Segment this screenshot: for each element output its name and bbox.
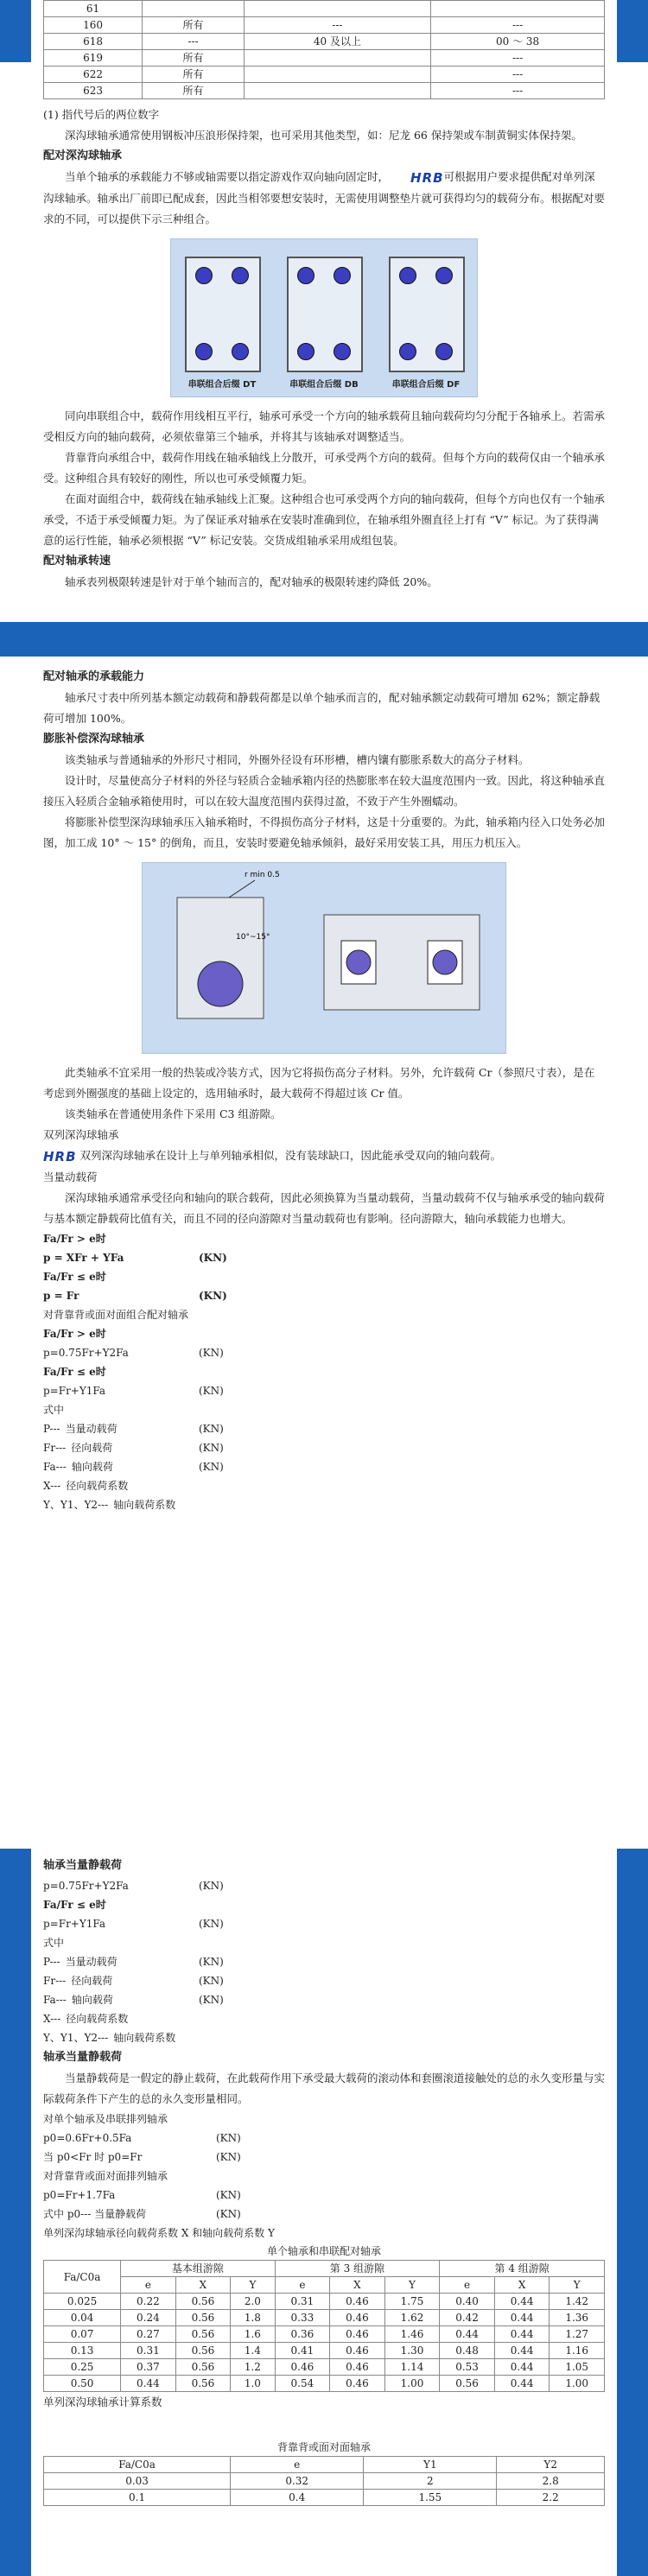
heading-static: 轴承当量静载荷 bbox=[43, 2051, 123, 2064]
mid-blue-band bbox=[0, 622, 648, 657]
hrb-logo: HRB bbox=[410, 169, 444, 186]
table-cell: 1.00 bbox=[550, 2376, 605, 2392]
bearing-db-drawing bbox=[287, 257, 363, 372]
note-two-digits: (1) 指代号后的两位数字 bbox=[43, 108, 160, 121]
table-cell: 所有 bbox=[143, 67, 245, 83]
para-expansion-1: 该类轴承与普通轴承的外形尺寸相同，外圈外径设有环形槽，槽内镶有膨胀系数大的高分子材料。 bbox=[65, 753, 530, 766]
para-speed: 轴承表列极限转速是针对于单个轴而言的，配对轴承的极限转速约降低 20%。 bbox=[65, 574, 438, 588]
header-sub: e bbox=[121, 2277, 176, 2294]
table-cell: 0.53 bbox=[440, 2359, 495, 2376]
heading-expansion: 膨胀补偿深沟球轴承 bbox=[43, 733, 145, 746]
static-eq-2: p=Fr+Y1Fa (KN) bbox=[43, 1918, 224, 1930]
table-cell: 0.33 bbox=[275, 2310, 330, 2326]
header-cell: Y1 bbox=[364, 2457, 497, 2473]
table-cell: 1.14 bbox=[384, 2359, 440, 2376]
para-expansion-3: 将膨胀补偿型深沟球轴承压入轴承箱时，不得损伤高分子材料，这是十分重要的。为此，轴承箱内径入口处务必加图，加工成 10° ～ 15° 的倒角，而且，安装时要避免轴承倾斜，最好采用安装工具，用压力机压入。 bbox=[43, 815, 606, 849]
table-row bbox=[44, 1, 605, 17]
table-cell: 1.42 bbox=[550, 2294, 605, 2310]
table-cell: 2.0 bbox=[231, 2294, 275, 2310]
static-lines bbox=[43, 2110, 605, 2243]
table-cell: 40 及以上 bbox=[244, 34, 430, 50]
table-cell: 0.56 bbox=[175, 2326, 231, 2343]
heading-static-eq: 轴承当量静载荷 bbox=[43, 1859, 123, 1872]
table-cell bbox=[244, 67, 430, 83]
legend-row: Fr--- 径向载荷 (KN) bbox=[43, 1441, 224, 1454]
table-cell bbox=[244, 50, 430, 67]
table-cell bbox=[143, 1, 245, 17]
table-row bbox=[44, 2359, 605, 2376]
table-cell: 0.1 bbox=[44, 2490, 231, 2506]
table-cell: 00 ～ 38 bbox=[431, 34, 605, 50]
table-cell: --- bbox=[244, 17, 430, 34]
table-header-row bbox=[44, 2277, 605, 2294]
table-cell: 1.27 bbox=[550, 2326, 605, 2343]
heading-capacity: 配对轴承的承载能力 bbox=[43, 670, 145, 683]
header-sub: X bbox=[494, 2277, 550, 2294]
para-equivalent: 深沟球轴承通常承受径向和轴向的联合载荷，因此必须换算为当量动载荷，当量动载荷不仅与轴承承受的轴向载荷与基本额定静载荷比值有关，而且不同的径向游隙对当量动载荷也有影响。径向游隙大，轴向承载能力也增大。 bbox=[43, 1190, 606, 1225]
table-cell: 0.44 bbox=[494, 2326, 550, 2343]
table-cell: 0.42 bbox=[440, 2310, 495, 2326]
heading-double-row: 双列深沟球轴承 bbox=[43, 1128, 119, 1141]
table-cell: 0.46 bbox=[330, 2359, 385, 2376]
table-cell: 0.04 bbox=[44, 2310, 121, 2326]
table-cell: 1.05 bbox=[550, 2359, 605, 2376]
table-cell: 1.46 bbox=[384, 2326, 440, 2343]
note-calc: 单列深沟球轴承计算系数 bbox=[43, 2395, 162, 2408]
header-group: 第 4 组游隙 bbox=[440, 2261, 605, 2277]
header-sub: e bbox=[440, 2277, 495, 2294]
legend-static bbox=[43, 1933, 605, 2047]
caption-dt: 串联组合后缀 DT bbox=[187, 379, 257, 390]
table-cell: 0.44 bbox=[121, 2376, 176, 2392]
legend-row: P--- 当量动载荷 (KN) bbox=[43, 1422, 224, 1435]
table-cell: 1.36 bbox=[550, 2310, 605, 2326]
header-cell: Fa/C0a bbox=[44, 2457, 231, 2473]
table-row bbox=[44, 2343, 605, 2359]
caption-db: 串联组合后缀 DB bbox=[289, 379, 359, 390]
table-cell: 2 bbox=[364, 2473, 497, 2490]
table-cell: 0.24 bbox=[121, 2310, 176, 2326]
table-row bbox=[44, 2294, 605, 2310]
table-cell: 622 bbox=[44, 67, 143, 83]
table-cell: --- bbox=[143, 34, 245, 50]
bearing-df-drawing bbox=[389, 257, 465, 372]
table-cell: 0.46 bbox=[330, 2326, 385, 2343]
table2-title: 单个轴承和串联配对轴承 bbox=[266, 2245, 381, 2257]
header-sub: X bbox=[175, 2277, 231, 2294]
table-cell: 1.0 bbox=[231, 2376, 275, 2392]
static-cond: Fa/Fr ≤ e时 bbox=[43, 1899, 106, 1911]
header-cell: e bbox=[231, 2457, 364, 2473]
legend-row: Fr--- 径向载荷 (KN) bbox=[43, 1975, 224, 1987]
legend-row: 式中 bbox=[43, 1937, 65, 1949]
legend-row: Fa--- 轴向载荷 (KN) bbox=[43, 1460, 224, 1473]
para-expansion-2: 设计时，尽量使高分子材料的外径与轻质合金轴承箱内径的热膨胀率在较大温度范围内一致。因此，将这种轴承直接压入轻质合金轴承箱使用时，可以在较大温度范围内获得过盈，不致于产生外圈蠕动。 bbox=[43, 774, 606, 808]
table-cell: 1.8 bbox=[231, 2310, 275, 2326]
static-line: 式中 p0--- 当量静载荷 (KN) bbox=[43, 2208, 241, 2220]
static-line: p0=0.6Fr+0.5Fa (KN) bbox=[43, 2132, 241, 2144]
para-back-to-back: 背靠背向承组合中，载荷作用线在轴承轴线上分散开，可承受两个方向的载荷。但每个方向的载荷仅由一个轴承承受。这种组合具有较好的刚性，所以也可承受倾覆力矩。 bbox=[43, 450, 606, 485]
table-row bbox=[44, 17, 605, 34]
table-cell bbox=[244, 83, 430, 99]
pair-factor-table bbox=[43, 2456, 605, 2506]
table-row bbox=[44, 2310, 605, 2326]
table-cell: 0.44 bbox=[494, 2343, 550, 2359]
table-cell bbox=[244, 1, 430, 17]
table-cell: --- bbox=[431, 83, 605, 99]
table-cell: 1.00 bbox=[384, 2376, 440, 2392]
table-cell: 0.46 bbox=[275, 2359, 330, 2376]
table-cell: 0.22 bbox=[121, 2294, 176, 2310]
table-row bbox=[44, 2376, 605, 2392]
legend-row: P--- 当量动载荷 (KN) bbox=[43, 1956, 224, 1968]
table-cell: 0.13 bbox=[44, 2343, 121, 2359]
table-cell: 1.62 bbox=[384, 2310, 440, 2326]
pair-eq-1: p=0.75Fr+Y2Fa (KN) bbox=[43, 1346, 224, 1359]
table-header-row bbox=[44, 2261, 605, 2277]
table-cell: 0.27 bbox=[121, 2326, 176, 2343]
table-cell: 2.8 bbox=[497, 2473, 605, 2490]
table-row bbox=[44, 2473, 605, 2490]
para-tandem: 同向串联组合中，载荷作用线相互平行，轴承可承受一个方向的轴承载荷且轴向载荷均匀分配于各轴承上。若需承受相反方向的轴向载荷，必须依靠第三个轴承，并将其与该轴承对调整适当。 bbox=[43, 409, 606, 443]
mounting-drawing bbox=[143, 863, 505, 1053]
table-cell: 0.54 bbox=[275, 2376, 330, 2392]
static-line: 当 p0<Fr 时 p0=Fr (KN) bbox=[43, 2151, 241, 2163]
table-row bbox=[44, 83, 605, 99]
table-cell: 0.41 bbox=[275, 2343, 330, 2359]
table-cell: 623 bbox=[44, 83, 143, 99]
table-cell: 1.30 bbox=[384, 2343, 440, 2359]
header-group: 第 3 组游隙 bbox=[275, 2261, 440, 2277]
para-expansion-5: 该类轴承在普通使用条件下采用 C3 组游隙。 bbox=[65, 1107, 282, 1120]
top-table bbox=[43, 0, 605, 99]
para-paired: 当单个轴承的承载能力不够或轴需要以指定游戏作双向轴向固定时， HRB可根据用户要求提供配对单列深沟球轴承。轴承出厂前即已配成套，因此当相邻要想安装时，无需使用调整垫片就可获得均匀的载荷分布。根据配对要求的不同，可以提供下示三种组合。 bbox=[43, 167, 605, 230]
table-cell: 0.46 bbox=[330, 2376, 385, 2392]
bearing-dt-drawing bbox=[185, 257, 261, 372]
table-cell: 0.48 bbox=[440, 2343, 495, 2359]
static-line: 对单个轴承及串联排列轴承 bbox=[43, 2113, 168, 2125]
formula-cond-1: Fa/Fr > e时 bbox=[43, 1232, 106, 1245]
formula-cond-2: Fa/Fr ≤ e时 bbox=[43, 1270, 106, 1283]
table-cell: 0.37 bbox=[121, 2359, 176, 2376]
table-cell: 所有 bbox=[143, 83, 245, 99]
table-cell: 1.55 bbox=[364, 2490, 497, 2506]
table-cell: 0.44 bbox=[494, 2376, 550, 2392]
back-to-back-label: 对背靠背或面对面组合配对轴承 bbox=[43, 1308, 189, 1321]
table-cell: 0.44 bbox=[494, 2294, 550, 2310]
para-static: 当量静载荷是一假定的静止载荷，在此载荷作用下承受最大载荷的滚动体和套圈滚道接触处的总的永久变形量与实际载荷条件下产生的总的永久变形量相同。 bbox=[43, 2072, 606, 2105]
table-cell: 0.32 bbox=[231, 2473, 364, 2490]
table-cell: 160 bbox=[44, 17, 143, 34]
para-face-to-face: 在面对面组合中，载荷线在轴承轴线上汇聚。这种组合也可承受两个方向的轴向载荷，但每个方向也仅有一个轴承承受，不适于承受倾覆力矩。为了保证承对轴承在安装时准确到位，在轴承组外圈直径上打有 “V” 标记。为了获得满意的运行性能，轴承必须根据 “V” 标记安装。交货成组轴承采用成组包装。 bbox=[43, 492, 606, 547]
header-cell: Y2 bbox=[497, 2457, 605, 2473]
legend-dynamic bbox=[43, 1400, 605, 1514]
formula-eq-1: p = XFr + YFa (KN) bbox=[43, 1251, 227, 1264]
table-cell: 0.07 bbox=[44, 2326, 121, 2343]
table-row bbox=[44, 50, 605, 67]
table-cell: 0.46 bbox=[330, 2310, 385, 2326]
table-cell: 0.44 bbox=[440, 2326, 495, 2343]
pair-eq-2: p=Fr+Y1Fa (KN) bbox=[43, 1384, 224, 1397]
header-sub: e bbox=[275, 2277, 330, 2294]
table-row bbox=[44, 34, 605, 50]
legend-row: Y、Y1、Y2--- 轴向载荷系数 bbox=[43, 2032, 176, 2044]
table-cell: 0.46 bbox=[330, 2343, 385, 2359]
table-cell bbox=[431, 1, 605, 17]
label-rmin: r min 0.5 bbox=[245, 871, 280, 879]
legend-row: Fa--- 轴向载荷 (KN) bbox=[43, 1994, 224, 2006]
header-sub: X bbox=[330, 2277, 385, 2294]
header-sub: Y bbox=[550, 2277, 605, 2294]
table-row bbox=[44, 2490, 605, 2506]
header-fa: Fa/C0a bbox=[44, 2261, 121, 2294]
table-cell: 618 bbox=[44, 34, 143, 50]
table3-title: 背靠背或面对面轴承 bbox=[276, 2441, 371, 2453]
table-cell: 0.56 bbox=[175, 2310, 231, 2326]
table-cell: 0.25 bbox=[44, 2359, 121, 2376]
table-cell: 所有 bbox=[143, 50, 245, 67]
table-cell: 0.36 bbox=[275, 2326, 330, 2343]
table-cell: 所有 bbox=[143, 17, 245, 34]
content-panel-2 bbox=[31, 657, 617, 1849]
static-line: 单列深沟球轴承径向载荷系数 X 和轴向载荷系数 Y bbox=[43, 2227, 275, 2239]
table-cell: 0.31 bbox=[121, 2343, 176, 2359]
table-cell: 0.40 bbox=[440, 2294, 495, 2310]
table-cell: 0.44 bbox=[494, 2359, 550, 2376]
expansion-mounting-figure bbox=[142, 862, 506, 1054]
heading-speed: 配对轴承转速 bbox=[43, 554, 111, 568]
table-cell: 0.56 bbox=[440, 2376, 495, 2392]
formula-eq-2: p = Fr (KN) bbox=[43, 1289, 227, 1302]
table-cell: 1.75 bbox=[384, 2294, 440, 2310]
static-line: 对背靠背或面对面排列轴承 bbox=[43, 2170, 168, 2182]
table-cell: --- bbox=[431, 67, 605, 83]
table-cell: 1.16 bbox=[550, 2343, 605, 2359]
table-cell: --- bbox=[431, 50, 605, 67]
table-header-row bbox=[44, 2457, 605, 2473]
table-cell: 0.025 bbox=[44, 2294, 121, 2310]
static-eq-1: p=0.75Fr+Y2Fa (KN) bbox=[43, 1880, 224, 1892]
legend-row: Y、Y1、Y2--- 轴向载荷系数 bbox=[43, 1498, 176, 1511]
table-cell: 0.46 bbox=[330, 2294, 385, 2310]
label-angle: 10°~15° bbox=[236, 933, 270, 942]
legend-row: X--- 径向载荷系数 bbox=[43, 1479, 129, 1492]
table-cell: 0.56 bbox=[175, 2294, 231, 2310]
para-cage: 深沟球轴承通常使用钢板冲压浪形保持架，也可采用其他类型，如：尼龙 66 保持架或车制黄铜实体保持架。 bbox=[65, 129, 582, 142]
table-cell: 0.50 bbox=[44, 2376, 121, 2392]
heading-paired: 配对深沟球轴承 bbox=[43, 149, 123, 162]
table-cell: 1.2 bbox=[231, 2359, 275, 2376]
header-group: 基本组游隙 bbox=[121, 2261, 275, 2277]
static-line: p0=Fr+1.7Fa (KN) bbox=[43, 2189, 241, 2201]
pair-cond-2: Fa/Fr ≤ e时 bbox=[43, 1365, 106, 1378]
paired-arrangement-figure bbox=[170, 238, 478, 397]
pair-cond-1: Fa/Fr > e时 bbox=[43, 1327, 106, 1340]
table-cell: 1.4 bbox=[231, 2343, 275, 2359]
header-sub: Y bbox=[231, 2277, 275, 2294]
xy-factor-table bbox=[43, 2260, 605, 2392]
table-cell: 0.44 bbox=[494, 2310, 550, 2326]
table-row bbox=[44, 67, 605, 83]
table-cell: 2.2 bbox=[497, 2490, 605, 2506]
table-cell: 0.03 bbox=[44, 2473, 231, 2490]
content-panel-3 bbox=[31, 1849, 617, 2576]
table-cell: 0.56 bbox=[175, 2359, 231, 2376]
table-cell: 0.31 bbox=[275, 2294, 330, 2310]
table-cell: 0.56 bbox=[175, 2343, 231, 2359]
table-row bbox=[44, 2326, 605, 2343]
table-cell: 0.4 bbox=[231, 2490, 364, 2506]
header-sub: Y bbox=[384, 2277, 440, 2294]
table-cell: 61 bbox=[44, 1, 143, 17]
table-cell: 1.6 bbox=[231, 2326, 275, 2343]
caption-df: 串联组合后缀 DF bbox=[391, 379, 461, 390]
table-cell: 0.56 bbox=[175, 2376, 231, 2392]
hrb-logo-2: HRB bbox=[43, 1148, 77, 1164]
content-panel-1 bbox=[31, 0, 617, 622]
table-cell: --- bbox=[431, 17, 605, 34]
heading-equivalent: 当量动载荷 bbox=[43, 1170, 98, 1183]
table-cell: 619 bbox=[44, 50, 143, 67]
legend-row: X--- 径向载荷系数 bbox=[43, 2013, 129, 2025]
para-expansion-4: 此类轴承不宜采用一般的热装或冷装方式，因为它将损伤高分子材料。另外，允许载荷 Cr（参照尺寸表），是在考虑到外圈强度的基础上设定的，选用轴承时，最大载荷不得超过该 Cr 值。 bbox=[43, 1066, 595, 1100]
para-double-row: HRB 双列深沟球轴承在设计上与单列轴承相似，没有装球缺口，因此能承受双向的轴向载荷。 bbox=[43, 1145, 605, 1167]
para-capacity: 轴承尺寸表中所列基本额定动载荷和静载荷都是以单个轴承而言的，配对轴承额定动载荷可增加 62%；额定静载荷可增加 100%。 bbox=[43, 691, 600, 725]
legend-row: 式中 bbox=[43, 1403, 65, 1416]
